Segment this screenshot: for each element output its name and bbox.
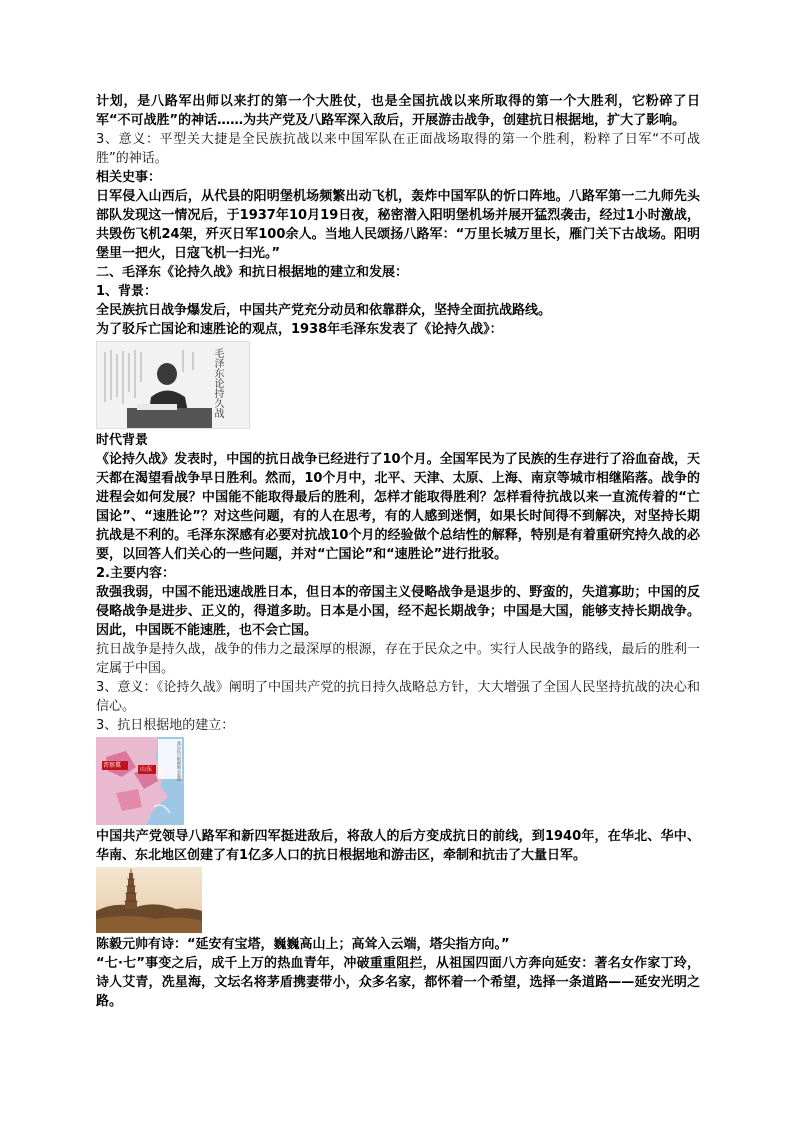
paragraph-background: 全民族抗日战争爆发后，中国共产党充分动员和依靠群众，坚持全面抗战路线。 [96, 303, 552, 318]
base-area-map-image [96, 737, 184, 825]
paragraph-main-content: 敌强我弱，中国不能迅速战胜日本，但日本的帝国主义侵略战争是退步的、野蛮的，失道寡助；中国的反侵略战争是进步、正义的，得道多助。日本是小国，经不起长期战争；中国是大国，能够支持长期战争。因此，中国既不能速胜，也不会亡国。 [96, 585, 700, 638]
paragraph-pingxingguan-result: 计划，是八路军出师以来打的第一个大胜仗，也是全国抗战以来所取得的第一个大胜利，它粉碎了日军“不可战胜”的神话……为共产党及八路军深入敌后，开展游击战争，创建抗日根据地，扩大了影响。 [96, 94, 700, 128]
yanan-pagoda-image [96, 867, 202, 933]
paragraph-era-background: 《论持久战》发表时，中国的抗日战争已经进行了10个月。全国军民为了民族的生存进行了浴血奋战，天天都在渴望看战争早日胜利。然而，10个月中，北平、天津、太原、上海、南京等城市相继陷落。战争的进程会如何发展？中国能不能取得最后的胜利，怎样才能取得胜利？怎样看待抗战以来一直流传着的“亡国论”、“速胜论”？对这些问题，有的人在思考，有的人感到迷惘，如果长时间得不到解决，对坚持长期抗战是不利的。毛泽东深感有必要对抗战10个月的经验做个总结性的解释，特别是有着重研究持久战的必要，以回答人们关心的一些问题，并对“亡国论”和“速胜论”进行批驳。 [96, 452, 700, 562]
heading-base-areas: 3、抗日根据地的建立： [96, 718, 235, 733]
heading-background: 1、背景： [96, 284, 158, 299]
paragraph-peoples-war: 抗日战争是持久战，战争的伟力之最深厚的根源，存在于民众之中。实行人民战争的路线，最后的胜利一定属于中国。 [96, 642, 700, 676]
mao-portrait-illustration [97, 342, 249, 428]
map-label-jinchaji: 晋察冀 [103, 762, 122, 769]
paragraph-july-seventh: “七·七”事变之后，成千上万的热血青年，冲破重重阻拦，从祖国四面八方奔向延安：著名女作家丁玲，诗人艾青，冼星海，文坛名将茅盾携妻带小，众多名家，都怀着一个希望，选择一条道路——延安光明之路。 [96, 956, 700, 1009]
yanan-pagoda-illustration [96, 867, 202, 933]
map-label-shandong: 山东 [140, 766, 153, 773]
portrait-caption: 毛泽东论持久战 [212, 348, 223, 418]
heading-era-background: 时代背景 [96, 433, 149, 448]
mao-portrait-image [96, 341, 250, 429]
heading-main-content: 2.主要内容： [96, 566, 175, 581]
heading-section-two: 二、毛泽东《论持久战》和抗日根据地的建立和发展： [96, 265, 409, 280]
heading-related-history: 相关史事： [96, 170, 162, 185]
paragraph-lun-significance: 3、意义：《论持久战》阐明了中国共产党的抗日持久战略总方针，大大增强了全国人民坚持抗战的决心和信心。 [96, 680, 700, 714]
paragraph-chenyi-poem: 陈毅元帅有诗：“延安有宝塔，巍巍高山上；高耸入云端，塔尖指方向。” [96, 937, 510, 952]
paragraph-pingxingguan-significance: 3、意义：平型关大捷是全民族抗战以来中国军队在正面战场取得的第一个胜利，粉粹了日军“不可战胜”的神话。 [96, 132, 700, 166]
document-page [96, 92, 700, 1011]
paragraph-yangmingbao: 日军侵入山西后，从代县的阳明堡机场频繁出动飞机，轰炸中国军队的忻口阵地。八路军第一二九师先头部队发现这一情况后，于1937年10月19日夜，秘密潜入阳明堡机场并展开猛烈袭击，经过1小时激战，共毁伤飞机24架，歼灭日军100余人。当地人民颂扬八路军：“万里长城万里长，雁门关下古战场。阳明堡里一把火，日寇飞机一扫光。” [96, 189, 700, 261]
paragraph-lun-chijiuzhan-intro: 为了驳斥亡国论和速胜论的观点，1938年毛泽东发表了《论持久战》： [96, 322, 503, 337]
map-title: 敌后抗日根据地示意图 [177, 741, 182, 781]
paragraph-base-areas: 中国共产党领导八路军和新四军挺进敌后，将敌人的后方变成抗日的前线，到1940年，在华北、华中、华南、东北地区创建了有1亿多人口的抗日根据地和游击区，牵制和抗击了大量日军。 [96, 829, 700, 863]
